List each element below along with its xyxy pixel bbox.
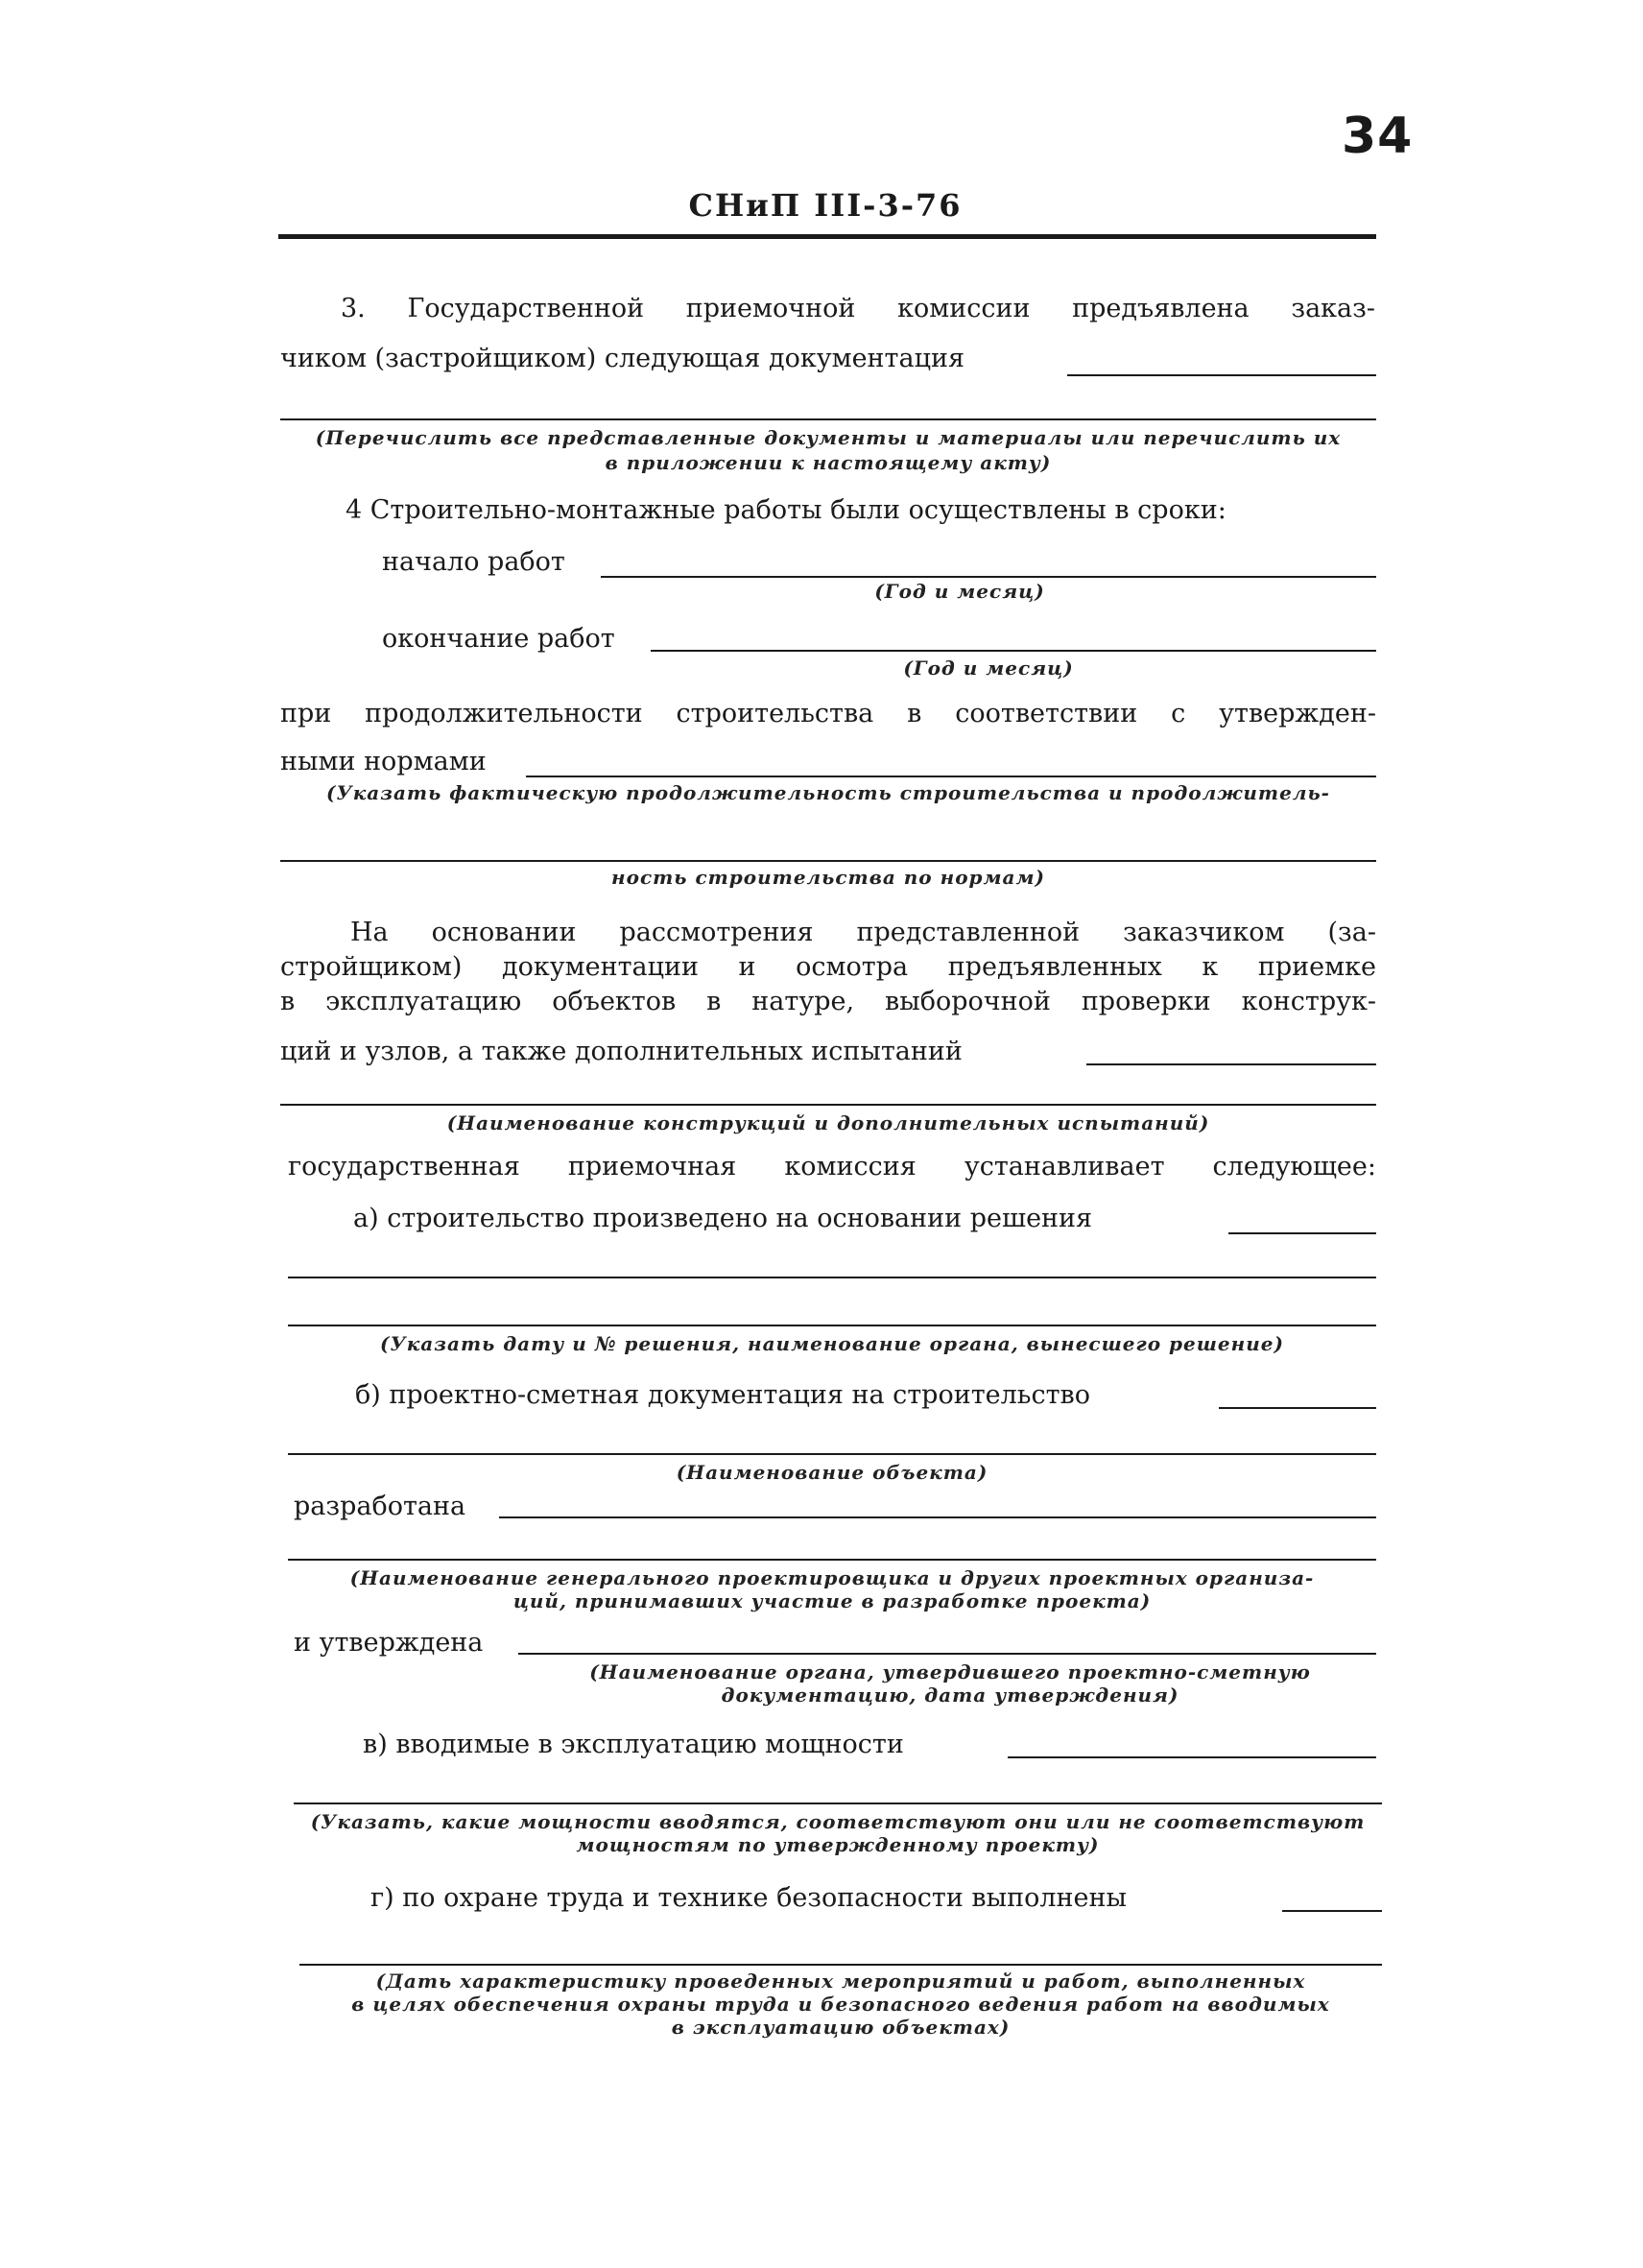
start-note: (Год и месяц) bbox=[874, 580, 1045, 603]
item-d-text: г) по охране труда и технике безопасности выполнены bbox=[370, 1883, 1127, 1913]
developed-label: разработана bbox=[294, 1492, 466, 1521]
end-label: окончание работ bbox=[382, 624, 615, 654]
item-a-fill-line bbox=[1228, 1232, 1376, 1234]
end-note: (Год и месяц) bbox=[903, 657, 1074, 680]
duration-line1: при продолжительности строительства в соответствии с утвержден- bbox=[280, 699, 1376, 728]
duration-fill-line-2 bbox=[280, 860, 1376, 862]
item-b-fill-line bbox=[1219, 1407, 1376, 1409]
item-d-note-line2: в целях обеспечения охраны труда и безопасного ведения работ на вводимых bbox=[351, 1993, 1330, 2016]
section3-note-line1: (Перечислить все представленные документы и материалы или перечислить их bbox=[315, 426, 1342, 449]
item-a-fill-line-2 bbox=[288, 1277, 1376, 1278]
item-a-fill-line-3 bbox=[288, 1325, 1376, 1326]
item-b-fill-line-2 bbox=[288, 1453, 1376, 1455]
approved-fill-line bbox=[518, 1653, 1376, 1655]
end-fill-line bbox=[651, 650, 1376, 652]
section3-line2: чиком (застройщиком) следующая документация bbox=[280, 344, 964, 373]
section4-line1: 4 Строительно-монтажные работы были осуществлены в сроки: bbox=[345, 495, 1226, 525]
developed-fill-line bbox=[499, 1516, 1376, 1518]
item-d-fill-line bbox=[1282, 1910, 1382, 1912]
approved-note-line2: документацию, дата утверждения) bbox=[721, 1683, 1179, 1707]
developed-note-line2: ций, принимавших участие в разработке проекта) bbox=[512, 1589, 1152, 1612]
item-a-text: а) строительство произведено на основании решения bbox=[353, 1204, 1093, 1233]
review-line3: в эксплуатацию объектов в натуре, выборочной проверки конструк- bbox=[280, 987, 1376, 1016]
page-number: 34 bbox=[1342, 107, 1414, 165]
review-line1: На основании рассмотрения представленной заказчиком (за- bbox=[350, 918, 1376, 947]
item-d-note-line1: (Дать характеристику проведенных мероприятий и работ, выполненных bbox=[375, 1970, 1306, 1993]
review-note: (Наименование конструкций и дополнительных испытаний) bbox=[446, 1111, 1210, 1134]
review-line4: ций и узлов, а также дополнительных испытаний bbox=[280, 1037, 963, 1066]
approved-note-line1: (Наименование органа, утвердившего проектно-сметную bbox=[589, 1660, 1311, 1683]
item-a-note: (Указать дату и № решения, наименование органа, вынесшего решение) bbox=[380, 1332, 1284, 1355]
developed-fill-line-2 bbox=[288, 1559, 1376, 1561]
item-c-note-line1: (Указать, какие мощности вводятся, соответствуют они или не соответствуют bbox=[310, 1810, 1366, 1833]
commission-line: государственная приемочная комиссия устанавливает следующее: bbox=[288, 1152, 1376, 1182]
start-label: начало работ bbox=[382, 547, 565, 577]
approved-label: и утверждена bbox=[294, 1628, 484, 1658]
start-fill-line bbox=[601, 576, 1376, 578]
review-fill-line bbox=[1086, 1063, 1376, 1065]
item-b-text: б) проектно-сметная документация на строительство bbox=[355, 1380, 1090, 1410]
item-c-fill-line-2 bbox=[294, 1802, 1382, 1804]
item-b-object-note: (Наименование объекта) bbox=[676, 1461, 988, 1484]
item-c-text: в) вводимые в эксплуатацию мощности bbox=[363, 1730, 904, 1759]
review-line2: стройщиком) документации и осмотра предъявленных к приемке bbox=[280, 952, 1376, 982]
item-d-note-line3: в эксплуатацию объектах) bbox=[671, 2016, 1011, 2039]
duration-fill-line bbox=[526, 776, 1376, 777]
section3-fill-line bbox=[1067, 374, 1376, 376]
section3-fill-line-2 bbox=[280, 418, 1376, 420]
review-fill-line-2 bbox=[280, 1104, 1376, 1106]
header-rule bbox=[278, 234, 1376, 239]
item-c-fill-line bbox=[1008, 1756, 1376, 1758]
item-c-note-line2: мощностям по утвержденному проекту) bbox=[576, 1833, 1100, 1856]
duration-line2: ными нормами bbox=[280, 747, 487, 776]
section3-line1: 3. Государственной приемочной комиссии предъявлена заказ- bbox=[341, 294, 1375, 323]
duration-note-line2: ность строительства по нормам) bbox=[611, 866, 1045, 889]
item-d-fill-line-2 bbox=[299, 1964, 1382, 1966]
duration-note-line1: (Указать фактическую продолжительность строительства и продолжитель- bbox=[326, 781, 1330, 804]
section3-note-line2: в приложении к настоящему акту) bbox=[605, 451, 1052, 474]
page-header: СНиП III-3-76 bbox=[688, 187, 963, 224]
developed-note-line1: (Наименование генерального проектировщика и других проектных организа- bbox=[349, 1566, 1315, 1589]
